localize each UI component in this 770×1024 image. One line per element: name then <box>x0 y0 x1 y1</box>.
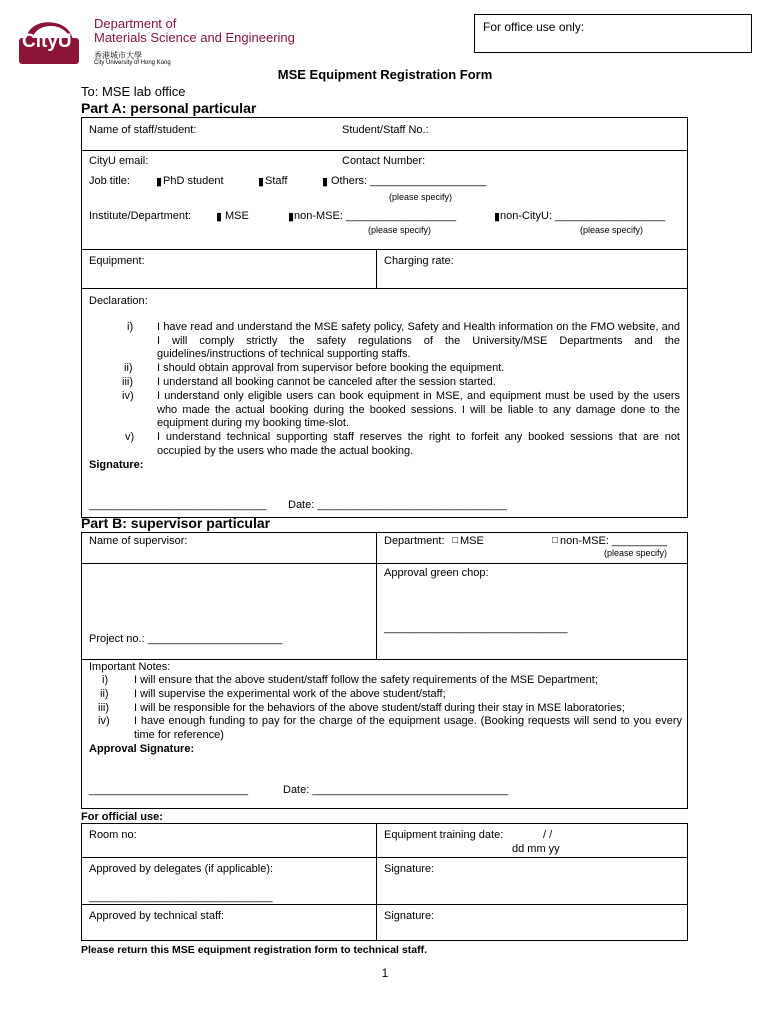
dept-non-mse-checkbox[interactable]: □ <box>552 535 559 546</box>
job-phd-label: PhD student <box>163 175 224 187</box>
office-use-box <box>474 14 752 53</box>
inst-mse-checkbox[interactable]: ▮ <box>216 211 223 223</box>
page-number: 1 <box>381 966 389 980</box>
approval-chop-label: Approval green chop: <box>384 567 489 579</box>
official-use-heading: For official use: <box>81 811 163 823</box>
inst-non-mse-checkbox[interactable]: ▮ <box>288 211 295 223</box>
charging-rate-label: Charging rate: <box>384 255 454 267</box>
note-num: iii) <box>98 702 109 714</box>
note-text: I will ensure that the above student/staff follow the safety requirements of the MSE Department; <box>134 674 598 686</box>
note-text: I will supervise the experimental work of the above student/staff; <box>134 688 446 700</box>
divider <box>81 857 688 858</box>
univ-english-name: City University of Hong Kong <box>94 60 171 66</box>
contact-label: Contact Number: <box>342 155 426 167</box>
training-date-field[interactable]: / / <box>543 829 553 841</box>
applicant-signature-field[interactable]: _____________________________ <box>89 499 267 511</box>
signature-label: Signature: <box>89 459 144 471</box>
to-line: To: MSE lab office <box>81 84 186 99</box>
dept-mse-label: MSE <box>460 535 484 547</box>
date-format-hint: dd mm yy <box>512 843 560 855</box>
declaration-num: ii) <box>124 362 133 374</box>
important-notes-label: Important Notes: <box>89 661 171 673</box>
job-staff-label: Staff <box>265 175 288 187</box>
divider <box>81 563 688 564</box>
dept-line-1: Department of <box>94 16 177 31</box>
department-label: Department: <box>384 535 445 547</box>
training-date-label: Equipment training date: <box>384 829 504 841</box>
please-specify-note: (please specify) <box>368 225 432 235</box>
staff-no-label: Student/Staff No.: <box>342 124 429 136</box>
footer-note: Please return this MSE equipment registration form to technical staff. <box>81 944 427 956</box>
note-num: iv) <box>98 715 110 727</box>
institute-label: Institute/Department: <box>89 210 192 222</box>
univ-chinese-name: 香港城市大學 <box>94 51 142 60</box>
approval-signature-label: Approval Signature: <box>89 743 195 755</box>
email-label: CityU email: <box>89 155 149 167</box>
inst-non-cityu-checkbox[interactable]: ▮ <box>494 211 501 223</box>
declaration-text: I understand only eligible users can book equipment in MSE, and equipment must be used by the users who made the actual booking during the booked sessions. I will be liable to any damage done to the equipment during my booking time-slot. <box>157 390 680 430</box>
job-title-label: Job title: <box>89 175 130 187</box>
declaration-label: Declaration: <box>89 295 148 307</box>
divider <box>81 904 688 905</box>
job-others-field[interactable]: Others: ___________________ <box>331 175 487 187</box>
declaration-num: iii) <box>122 376 133 388</box>
divider <box>376 532 377 659</box>
divider <box>376 823 377 941</box>
room-no-label: Room no: <box>89 829 137 841</box>
divider <box>81 659 688 660</box>
approval-chop-line[interactable]: ______________________________ <box>384 622 568 634</box>
office-use-label: For office use only: <box>483 20 585 34</box>
declaration-text: I understand technical supporting staff reserves the right to forfeit any booked sessions that are not occupied by the users who made the actual booking. <box>157 431 680 457</box>
declaration-text: I understand all booking cannot be canceled after the session started. <box>157 376 496 388</box>
delegates-label: Approved by delegates (if applicable): <box>89 863 274 875</box>
divider <box>81 249 688 250</box>
job-others-checkbox[interactable]: ▮ <box>322 176 329 188</box>
note-text: I have enough funding to pay for the charge of the equipment usage. (Booking requests will send to you every time for reference) <box>134 715 682 741</box>
declaration-num: i) <box>127 321 134 333</box>
part-b-heading: Part B: supervisor particular <box>81 515 271 531</box>
supervisor-signature-field[interactable]: __________________________ <box>89 784 249 796</box>
please-specify-note: (please specify) <box>580 225 644 235</box>
please-specify-note: (please specify) <box>604 548 668 558</box>
declaration-text: I should obtain approval from supervisor before booking the equipment. <box>157 362 505 374</box>
job-staff-checkbox[interactable]: ▮ <box>258 176 265 188</box>
declaration-num: v) <box>125 431 135 443</box>
divider <box>81 288 688 289</box>
name-label: Name of staff/student: <box>89 124 197 136</box>
supervisor-date-field[interactable]: Date: ________________________________ <box>283 784 509 796</box>
declaration-num: iv) <box>122 390 134 402</box>
please-specify-note: (please specify) <box>389 192 453 202</box>
applicant-date-field[interactable]: Date: _______________________________ <box>288 499 507 511</box>
tech-signature-label: Signature: <box>384 910 435 922</box>
supervisor-name-label: Name of supervisor: <box>89 535 188 547</box>
divider <box>81 150 688 151</box>
part-a-heading: Part A: personal particular <box>81 100 257 116</box>
inst-non-cityu-field[interactable]: non-CityU: __________________ <box>500 210 666 222</box>
declaration-text: I have read and understand the MSE safety policy, Safety and Health information on the FMO website, and I will comply strictly the safety regulations of the University/MSE Departments and the guidelines/instructions of technical supporting staffs. <box>157 321 680 361</box>
delegates-signature-label: Signature: <box>384 863 435 875</box>
dept-mse-checkbox[interactable]: □ <box>452 535 459 546</box>
delegates-line[interactable]: ______________________________ <box>89 891 273 903</box>
job-phd-checkbox[interactable]: ▮ <box>156 176 163 188</box>
project-no-field[interactable]: Project no.: ______________________ <box>89 633 283 645</box>
note-num: i) <box>102 674 109 686</box>
equipment-label: Equipment: <box>89 255 145 267</box>
dept-line-2: Materials Science and Engineering <box>94 30 295 45</box>
note-text: I will be responsible for the behaviors of the above student/staff during their stay in MSE laboratories; <box>134 702 625 714</box>
inst-mse-label: MSE <box>225 210 249 222</box>
dept-non-mse-field[interactable]: non-MSE: _________ <box>560 535 668 547</box>
inst-non-mse-field[interactable]: non-MSE: __________________ <box>294 210 457 222</box>
tech-staff-label: Approved by technical staff: <box>89 910 224 922</box>
note-num: ii) <box>100 688 109 700</box>
divider <box>376 249 377 288</box>
form-title: MSE Equipment Registration Form <box>277 67 493 82</box>
cityu-logo-brand: CityU <box>22 31 72 52</box>
